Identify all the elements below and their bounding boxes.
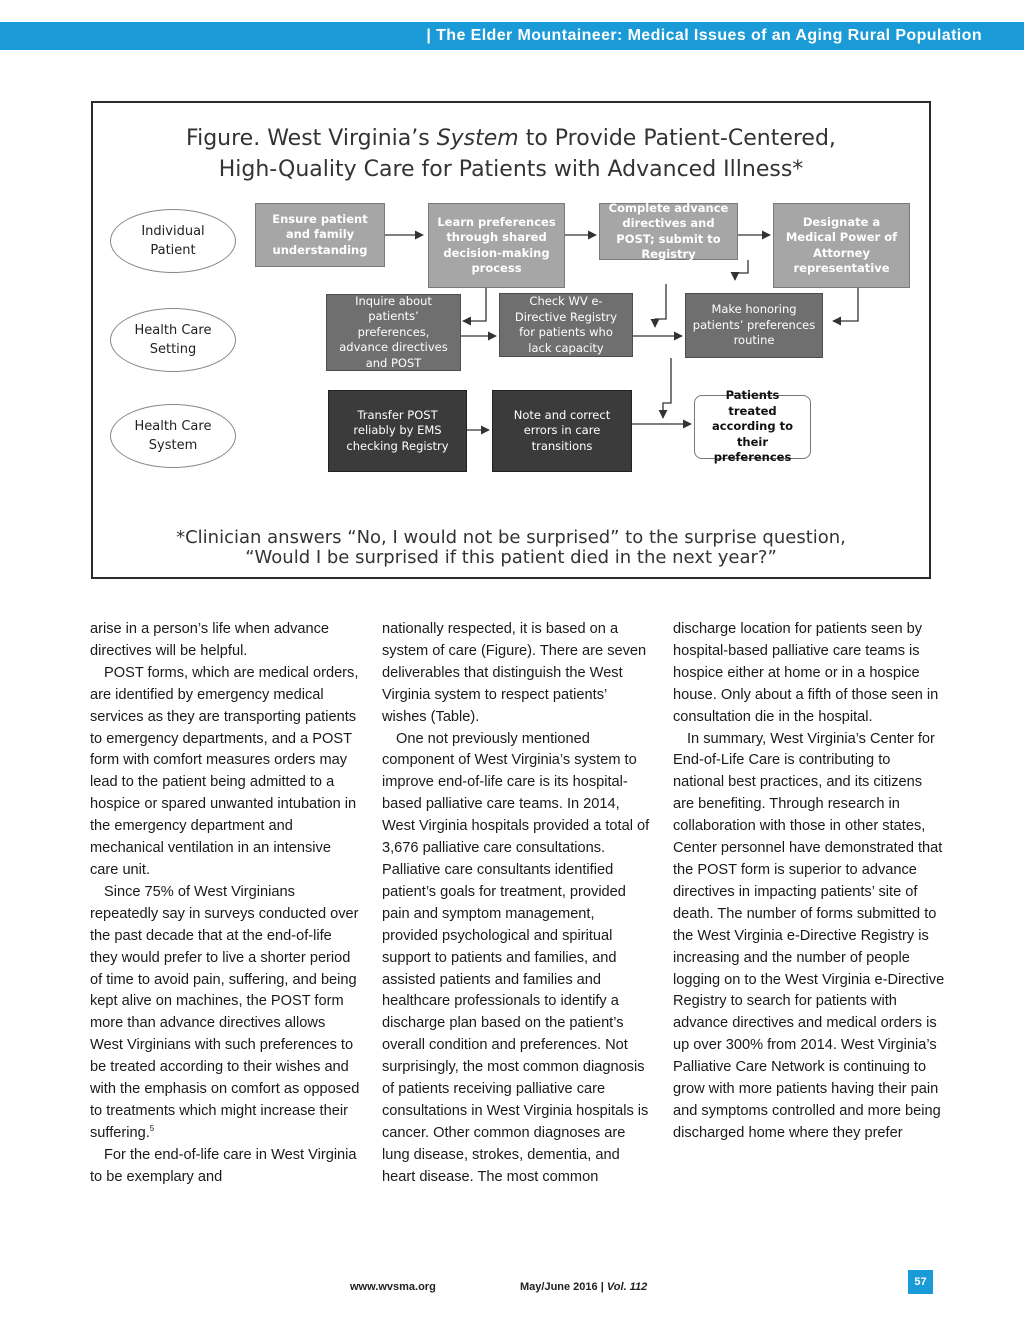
footer-issue-date: May/June 2016 |: [520, 1281, 607, 1293]
figure-title-emphasis: System: [436, 126, 519, 151]
footer-issue: [520, 1281, 647, 1293]
paragraph-text: Since 75% of West Virginians repeatedly say in surveys conducted over the past decade that at the end-of-life they would prefer to live a shorter period of time to avoid pain, suffering, and being kept alive on machines, the POST form more than advance directives allows West Virginians with such preferences to be treated according to their wishes and with the emphasis on comfort as opposed to treatments which might increase their suffering.: [90, 883, 360, 1141]
box-complete-advance-directives: Complete advance directives and POST; submit to Registry: [599, 203, 738, 260]
figure-title-part: to Provide Patient-Centered,: [518, 126, 836, 151]
box-inquire-preferences: Inquire about patients’ preferences, advance directives and POST: [326, 294, 461, 371]
footer-website: www.wvsma.org: [350, 1281, 436, 1293]
row-label-health-care-setting: Health Care Setting: [110, 308, 236, 372]
figure-title-line-2: High-Quality Care for Patients with Advanced Illness*: [218, 157, 804, 182]
row-label-individual-patient: Individual Patient: [110, 209, 236, 273]
figure-title-line-1: [93, 123, 929, 154]
paragraph: One not previously mentioned component of West Virginia’s system to improve end-of-life care is its hospital-based palliative care teams. In 2014, West Virginia hospitals provided a total of 3,676 palliative care consultations. Palliative care consultants identified patient’s goals for treatment, provided pain and symptom management, provided psychological and spiritual support to patients and families, and assisted patients and families and healthcare professionals to identify a discharge plan based on the patient’s overall condition and preferences. Not surprisingly, the most common diagnosis of patients receiving palliative care consultations in West Virginia hospitals is cancer. Other common diagnoses are lung disease, strokes, dementia, and heart disease. The most common: [382, 730, 650, 1185]
text-column-2: [382, 619, 654, 1189]
box-ensure-understanding: Ensure patient and family understanding: [255, 203, 385, 267]
box-designate-mpoa: Designate a Medical Power of Attorney representative: [773, 203, 910, 288]
figure-note-line-2: “Would I be surprised if this patient died in the next year?”: [245, 547, 777, 568]
paragraph: In summary, West Virginia’s Center for End-of-Life Care is contributing to national best practices, and its citizens are benefiting. Through research in collaboration with those in other states, Center personnel have demonstrated that the POST form is superior to advance directives in impacting patients’ site of death. The number of forms submitted to the West Virginia e-Directive Registry is increasing and the number of people logging on to the West Virginia e-Directive Registry to search for patients with advance directives and medical orders is up over 300% from 2014. West Virginia’s Palliative Care Network is continuing to grow with more patients having their pain and symptoms controlled and more being discharged home where they prefer: [673, 730, 945, 1141]
running-header-title: | The Elder Mountaineer: Medical Issues of an Aging Rural Population: [426, 27, 982, 44]
box-note-errors: Note and correct errors in care transitions: [492, 390, 632, 472]
header-bar: [0, 22, 1024, 50]
figure-note-line-1: *Clinician answers “No, I would not be surprised” to the surprise question,: [176, 527, 846, 548]
paragraph: discharge location for patients seen by hospital-based palliative care teams is hospice either at home or in a hospice house. Only about a fifth of those seen in consultation die in the hospital.: [673, 621, 939, 725]
row-label-health-care-system: Health Care System: [110, 404, 236, 468]
paragraph: arise in a person’s life when advance directives will be helpful.: [90, 621, 330, 659]
figure-frame: [91, 101, 931, 579]
page-number: 57: [908, 1270, 933, 1294]
box-patients-treated: Patients treated according to their preferences: [694, 395, 811, 459]
citation-superscript: 5: [149, 1123, 155, 1133]
footer-volume: Vol. 112: [606, 1281, 648, 1293]
paragraph: For the end-of-life care in West Virginia to be exemplary and: [90, 1146, 357, 1185]
text-column-1: [90, 619, 362, 1189]
paragraph: POST forms, which are medical orders, are identified by emergency medical services as they are transporting patients to emergency departments, and a POST form with comfort measures orders may lead to the patient being admitted to a hospice or spared unwanted intubation in the emergency department and mechanical ventilation in an intensive care unit.: [90, 664, 359, 878]
text-column-3: [673, 619, 945, 1145]
paragraph: nationally respected, it is based on a system of care (Figure). There are seven deliverables that distinguish the West Virginia system to respect patients’ wishes (Table).: [382, 621, 647, 725]
box-make-honoring-routine: Make honoring patients’ preferences routine: [685, 293, 823, 358]
box-learn-preferences: Learn preferences through shared decision-making process: [428, 203, 565, 288]
box-check-registry: Check WV e-Directive Registry for patients who lack capacity: [499, 293, 633, 357]
box-transfer-post: Transfer POST reliably by EMS checking Registry: [328, 390, 467, 472]
figure-title-part: Figure. West Virginia’s: [186, 126, 437, 151]
paragraph-with-citation: [90, 882, 362, 1145]
